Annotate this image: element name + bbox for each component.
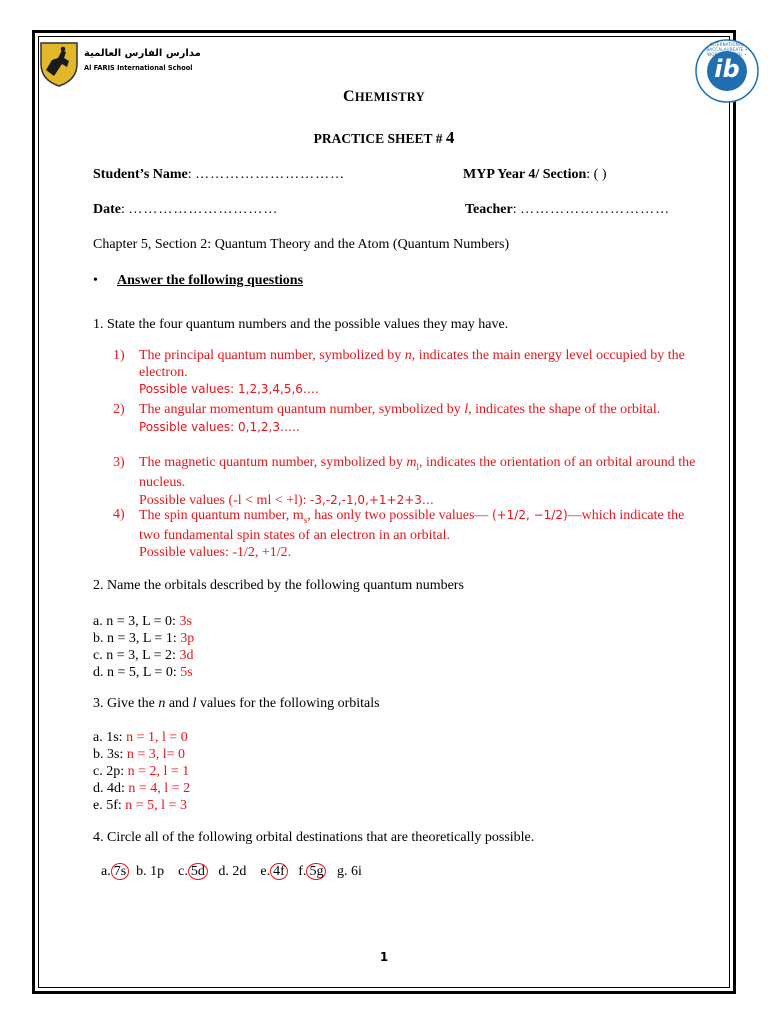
student-name-blank: ………………………… — [195, 167, 346, 182]
q2-a-label: a. n = 3, L = 0: — [93, 614, 180, 629]
school-name-arabic: مدارس الفارس العالمية — [84, 48, 201, 59]
q1-item-3-values-b: -3,-2,-1,0,+1+2+3… — [310, 492, 434, 507]
q1-item-1-values: Possible values: 1,2,3,4,5,6…. — [139, 382, 319, 397]
page-title — [0, 88, 768, 106]
q1-item-4-spin-values: (+1/2, −1/2) — [491, 508, 568, 522]
q1-item-4-text-a: The spin quantum number, m — [139, 508, 304, 523]
option-c — [178, 864, 208, 879]
q1-item-2-values: Possible values: 0,1,2,3….. — [139, 419, 300, 434]
q1-item-3-num: 3) — [113, 455, 125, 470]
q1-item-4-num: 4) — [113, 507, 125, 522]
section-field: MYP Year 4/ Section: ( ) — [463, 167, 607, 182]
option-b — [136, 864, 164, 879]
q3-text-c: values for the following orbitals — [196, 696, 380, 711]
title-rest: HEMISTRY — [354, 90, 425, 104]
q1-item-4-values: Possible values: -1/2, +1/2. — [139, 544, 292, 560]
school-name-english: Al FARIS International School — [84, 64, 193, 72]
question-4: 4. Circle all of the following orbital destinations that are theoretically possible. — [93, 830, 535, 845]
question-1: 1. State the four quantum numbers and the possible values they may have. — [93, 317, 509, 332]
q2-c-label: c. n = 3, L = 2: — [93, 648, 180, 663]
list-item — [93, 613, 194, 630]
ib-ring-text: INTERNATIONAL BACCALAUREATE • WORLD SCHOOL • — [706, 42, 748, 57]
date-field: Date: ………………………… — [93, 202, 279, 217]
q3-c-label: c. 2p: — [93, 764, 128, 779]
student-name-label: Student’s Name — [93, 167, 188, 182]
subtitle-text: PRACTICE SHEET # — [313, 131, 446, 146]
teacher-blank: ………………………… — [520, 202, 671, 217]
q3-d-answer: n = 4, l = 2 — [128, 781, 191, 796]
q1-item-3-text-a: The magnetic quantum number, symbolized by — [139, 455, 407, 470]
option-f-value-circled: 5g — [306, 863, 326, 880]
option-b-letter: b. — [136, 864, 147, 879]
q3-answers — [93, 729, 190, 814]
question-2: 2. Name the orbitals described by the following quantum numbers — [93, 578, 464, 593]
q1-item-1-text-a: The principal quantum number, symbolized by — [139, 348, 405, 363]
q2-a-answer: 3s — [179, 614, 192, 629]
option-a-value-circled: 7s — [111, 863, 129, 880]
option-d-letter: d. — [218, 864, 229, 879]
teacher-label: Teacher — [465, 202, 513, 217]
q4-options — [101, 863, 362, 880]
option-e — [260, 864, 287, 879]
q3-e-answer: n = 5, l = 3 — [125, 798, 187, 813]
q2-d-answer: 5s — [180, 665, 193, 680]
q3-l: l — [192, 696, 197, 711]
option-a — [101, 864, 129, 879]
q3-text-b: and — [165, 696, 193, 711]
instruction-text: Answer the following questions — [117, 273, 304, 288]
practice-sheet-title — [0, 128, 768, 148]
bullet: • — [93, 273, 98, 288]
chapter-heading: Chapter 5, Section 2: Quantum Theory and the Atom (Quantum Numbers) — [93, 237, 510, 252]
school-logo — [38, 40, 201, 88]
list-item — [93, 630, 194, 647]
q2-b-answer: 3p — [180, 631, 195, 646]
student-name-field: Student’s Name: ………………………… — [93, 167, 346, 182]
q1-item-3-text-b: , indicates the orientation of an orbital around the nucleus. — [139, 455, 696, 491]
option-b-value: 1p — [150, 864, 165, 879]
section-blank: ( ) — [593, 167, 607, 182]
q3-b-answer: n = 3, l= 0 — [126, 747, 186, 762]
q3-n: n — [158, 696, 166, 711]
list-item — [93, 797, 190, 814]
q3-a-label: a. 1s: — [93, 730, 127, 745]
q3-e-label: e. 5f: — [93, 798, 126, 813]
list-item — [93, 664, 194, 681]
option-f — [298, 864, 326, 879]
q1-item-2-symbol: l, — [464, 402, 472, 417]
list-item — [93, 729, 190, 746]
section-label: MYP Year 4/ Section — [463, 167, 587, 182]
option-g-letter: g. — [336, 864, 348, 879]
date-label: Date — [93, 202, 121, 217]
list-item — [93, 647, 194, 664]
option-e-letter: e. — [260, 864, 271, 879]
q1-item-1-num: 1) — [113, 348, 125, 363]
date-blank: ………………………… — [128, 202, 279, 217]
q2-d-label: d. n = 5, L = 0: — [93, 665, 181, 680]
question-3 — [93, 695, 380, 712]
q1-item-4-sub: s — [303, 514, 308, 525]
subtitle-number: 4 — [445, 128, 455, 147]
option-c-letter: c. — [178, 864, 188, 879]
q2-c-answer: 3d — [179, 648, 194, 663]
ib-letters: ib — [714, 55, 740, 83]
instruction — [93, 272, 304, 289]
list-item — [93, 763, 190, 780]
q2-b-label: b. n = 3, L = 1: — [93, 631, 181, 646]
q1-item-1-symbol: n, — [404, 348, 416, 363]
q3-d-label: d. 4d: — [93, 781, 129, 796]
option-e-value-circled: 4f — [270, 863, 288, 880]
q3-a-answer: n = 1, l = 0 — [126, 730, 188, 745]
q1-item-2-text-a: The angular momentum quantum number, symbolized by — [139, 402, 465, 417]
option-g-value: 6i — [350, 864, 362, 879]
page-number: 1 — [379, 950, 389, 964]
option-d-value: 2d — [232, 864, 247, 879]
list-item — [93, 780, 190, 797]
option-c-value-circled: 5d — [188, 863, 208, 880]
teacher-field: Teacher: ………………………… — [465, 202, 671, 217]
q1-item-2-num: 2) — [113, 402, 125, 417]
list-item — [93, 746, 190, 763]
q1-item-3-sub: l — [416, 461, 419, 472]
option-a-letter: a. — [101, 864, 111, 879]
option-g — [337, 864, 362, 879]
q1-item-3-values-a: Possible values (-l < ml < +l): — [139, 492, 311, 508]
q1-item-2-text-b: indicates the shape of the orbital. — [471, 402, 661, 417]
q2-answers — [93, 613, 194, 681]
q1-item-4-text-c: —which indicate the two fundamental spin states of an electron in an orbital. — [139, 508, 685, 544]
q3-text-a: 3. Give the — [93, 696, 159, 711]
q1-item-1-text-b: indicates the main energy level occupied by the electron. — [139, 348, 685, 380]
title-first-letter: C — [343, 88, 355, 105]
option-f-letter: f. — [298, 864, 307, 879]
q1-item-3-symbol: m — [406, 455, 417, 470]
option-d — [218, 864, 246, 879]
q3-b-label: b. 3s: — [93, 747, 127, 762]
q1-item-4-text-b: , has only two possible values— — [307, 508, 492, 523]
q3-c-answer: n = 2, l = 1 — [127, 764, 190, 779]
